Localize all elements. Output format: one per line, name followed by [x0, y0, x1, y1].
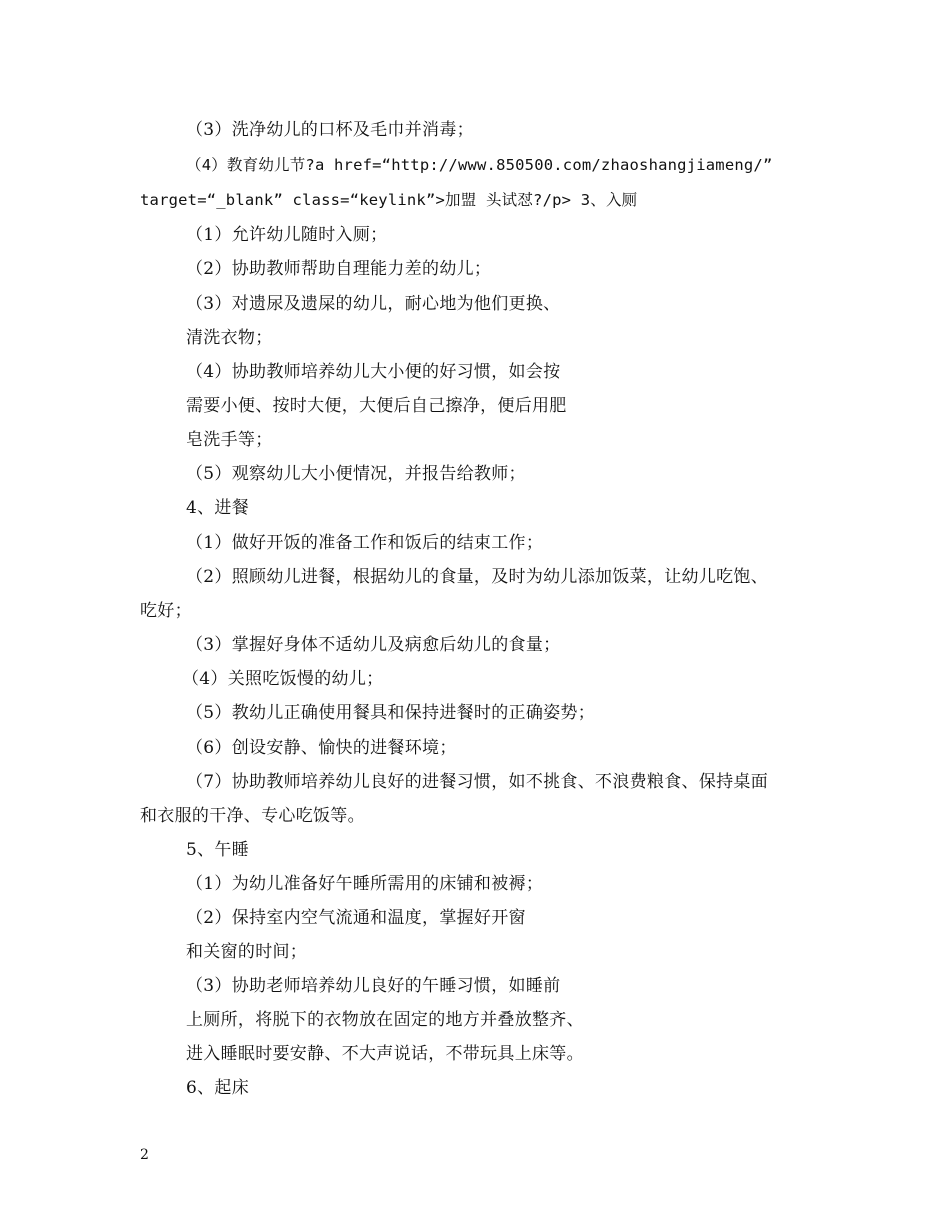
page-number: 2	[140, 1147, 149, 1163]
text-line: （4）协助教师培养幼儿大小便的好习惯，如会按	[186, 362, 561, 382]
text-line: （1）做好开饭的准备工作和饭后的结束工作；	[186, 533, 544, 553]
text-line: （2）协助教师帮助自理能力差的幼儿；	[186, 259, 492, 279]
text-line: target=“_blank” class=“keylink”>加盟 头试怼?/p> 3、入厕	[140, 191, 638, 209]
text-line: （1）为幼儿准备好午睡所需用的床铺和被褥；	[186, 874, 544, 894]
text-line: 和衣服的干净、专心吃饭等。	[140, 806, 365, 826]
text-line: 进入睡眠时要安静、不大声说话，不带玩具上床等。	[186, 1044, 584, 1064]
section-heading: 6、起床	[186, 1078, 250, 1098]
section-heading: 4、进餐	[186, 498, 250, 518]
text-line: 清洗衣物；	[186, 328, 273, 348]
text-line: （4）关照吃饭慢的幼儿；	[182, 669, 384, 689]
text-line: （3）协助老师培养幼儿良好的午睡习惯，如睡前	[186, 976, 561, 996]
text-line: （5）教幼儿正确使用餐具和保持进餐时的正确姿势；	[186, 703, 596, 723]
text-line: （7）协助教师培养幼儿良好的进餐习惯，如不挑食、不浪费粮食、保持桌面	[186, 772, 769, 792]
text-line: （5）观察幼儿大小便情况，并报告给教师；	[186, 464, 526, 484]
text-line: 上厕所，将脱下的衣物放在固定的地方并叠放整齐、	[186, 1010, 584, 1030]
text-line: 皂洗手等；	[186, 430, 273, 450]
text-line: 和关窗的时间；	[186, 942, 308, 962]
text-line: （2）照顾幼儿进餐，根据幼儿的食量，及时为幼儿添加饭菜，让幼儿吃饱、	[186, 567, 769, 587]
text-line: 吃好；	[140, 601, 192, 621]
text-line: （1）允许幼儿随时入厕；	[186, 225, 388, 245]
text-line: （2）保持室内空气流通和温度，掌握好开窗	[186, 908, 526, 928]
section-heading: 5、午睡	[186, 840, 250, 860]
text-line: （3）掌握好身体不适幼儿及病愈后幼儿的食量；	[186, 635, 561, 655]
text-line: （3）洗净幼儿的口杯及毛巾并消毒；	[186, 120, 474, 140]
text-line: （4）教育幼儿节?a href=“http://www.850500.com/zhaoshangjiameng/”	[186, 156, 773, 174]
text-line: 需要小便、按时大便，大便后自己擦净，便后用肥	[186, 396, 567, 416]
text-line: （6）创设安静、愉快的进餐环境；	[186, 738, 457, 758]
text-line: （3）对遗尿及遗屎的幼儿，耐心地为他们更换、	[186, 294, 561, 314]
